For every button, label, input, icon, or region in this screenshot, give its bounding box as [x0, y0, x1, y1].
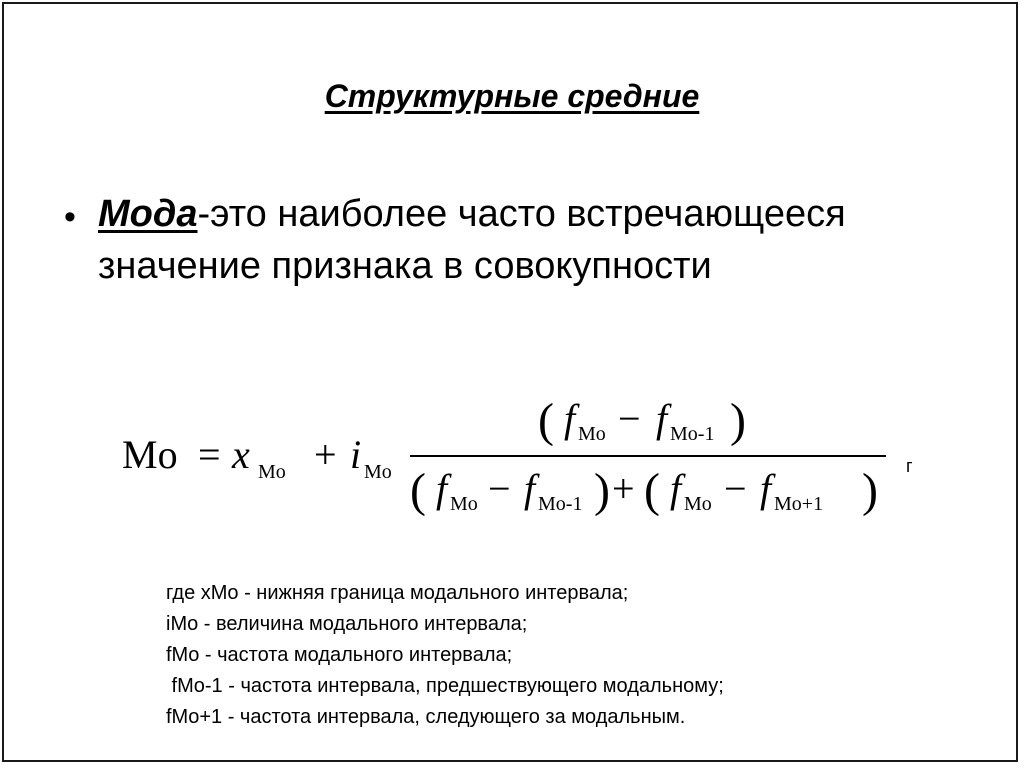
- numerator-f2-subscript: Mo-1: [670, 423, 715, 445]
- bullet-marker: •: [64, 198, 76, 236]
- denominator-close-paren-1: ): [594, 464, 610, 517]
- formula-plus: +: [314, 432, 337, 477]
- legend-line-fmo: fMo - частота модального интервала;: [166, 644, 513, 666]
- mode-formula: [118, 380, 938, 540]
- definition-text: -это наиболее часто встречающееся значение признака в совокупности: [98, 193, 846, 287]
- formula-i-subscript: Mo: [364, 461, 392, 483]
- denominator-minus-1: −: [488, 466, 511, 511]
- numerator-minus: −: [618, 396, 641, 441]
- denominator-f3: f: [670, 466, 682, 511]
- legend-line-imo: iMo - величина модального интервала;: [166, 613, 528, 635]
- denominator-minus-2: −: [724, 466, 747, 511]
- denominator-open-paren-2: (: [644, 464, 660, 517]
- formula-i: i: [350, 432, 362, 477]
- denominator-f1-subscript: Mo: [450, 493, 478, 515]
- numerator-f1-subscript: Mo: [578, 423, 606, 445]
- formula-trailing-mark: г: [906, 456, 913, 476]
- legend-line-xmo: где xMo - нижняя граница модального интервала;: [166, 582, 629, 604]
- formula-x-subscript: Mo: [258, 461, 286, 483]
- denominator-close-paren-2: ): [862, 464, 878, 517]
- denominator-open-paren-1: (: [410, 464, 426, 517]
- numerator-f1: f: [564, 396, 576, 441]
- numerator-close-paren: ): [730, 394, 746, 447]
- legend-line-fmo-plus-1: fMo+1 - частота интервала, следующего за модальным.: [166, 706, 686, 728]
- numerator-open-paren: (: [538, 394, 554, 447]
- slide-title: Структурные средние: [324, 78, 700, 114]
- denominator-f1: f: [436, 466, 448, 511]
- denominator-f2: f: [524, 466, 536, 511]
- denominator-f2-subscript: Mo-1: [538, 493, 583, 515]
- legend-line-fmo-minus-1: fMo-1 - частота интервала, предшествующего модальному;: [166, 675, 724, 697]
- term-moda: Мода: [98, 193, 198, 235]
- denominator-f4: f: [760, 466, 772, 511]
- formula-svg: [118, 380, 938, 540]
- formula-equals: =: [198, 432, 221, 477]
- variable-legend: [166, 578, 926, 733]
- denominator-f4-subscript: Mo+1: [774, 493, 824, 515]
- denominator-f3-subscript: Mo: [684, 493, 712, 515]
- formula-lhs: Mo: [122, 432, 178, 477]
- numerator-f2: f: [656, 396, 668, 441]
- formula-x: x: [232, 432, 250, 477]
- definition-paragraph: [98, 188, 918, 292]
- denominator-plus: +: [612, 466, 635, 511]
